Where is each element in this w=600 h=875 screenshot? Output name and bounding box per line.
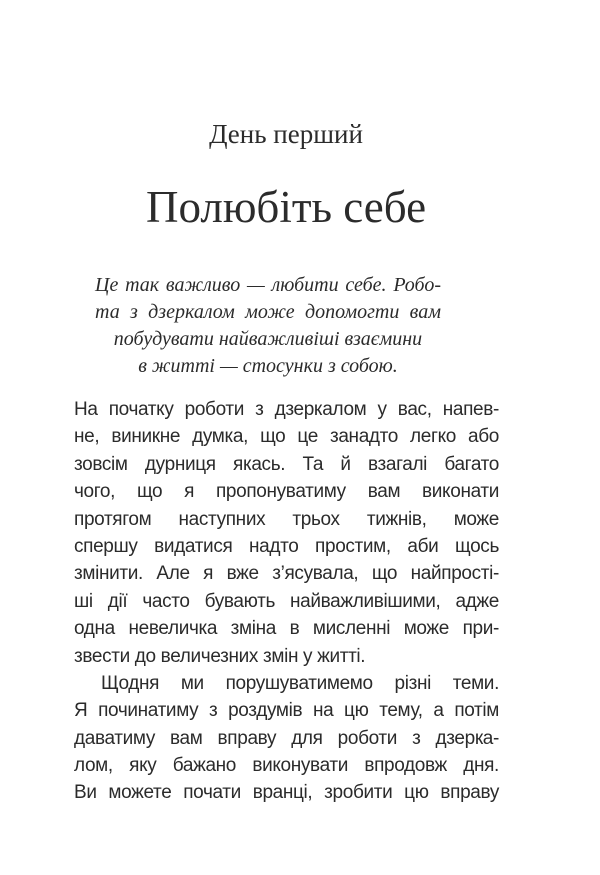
- epigraph-line: побудувати найважливіші взаємини: [113, 328, 423, 350]
- body-line: зовсім дурниця якась. Та й взагалі багато: [74, 453, 499, 475]
- body-line: чого, що я пропонуватиму вам виконати: [74, 481, 499, 503]
- body-line: одна невеличка зміна в мисленні може при-: [74, 618, 499, 640]
- body-line: На початку роботи з дзеркалом у вас, напев-: [74, 399, 499, 420]
- epigraph-line: Це так важливо — любити себе. Робо-: [95, 274, 441, 296]
- body-line: спершу видатися надто простим, аби щось: [74, 535, 499, 557]
- chapter-title: Полюбіть себе: [145, 182, 427, 232]
- body-line: змінити. Але я вже з’ясувала, що найпрості-: [74, 563, 499, 585]
- body-line: Я починатиму з роздумів на цю тему, а потім: [74, 700, 499, 722]
- body-line: протягом наступних трьох тижнів, може: [74, 508, 499, 530]
- body-line: не, виникне думка, що це занадто легко або: [74, 426, 499, 448]
- body-line: Щодня ми порушуватимемо різні теми.: [101, 672, 499, 694]
- chapter-label: День перший: [209, 119, 363, 149]
- body-line: лом, яку бажано виконувати впродовж дня.: [74, 755, 499, 777]
- body-text: [74, 396, 499, 807]
- body-line: даватиму вам вправу для роботи з дзеркa-: [74, 727, 499, 749]
- body-line: Ви можете почати вранці, зробити цю вправу: [74, 782, 499, 804]
- epigraph-line: в житті — стосунки з собою.: [138, 355, 398, 377]
- body-line: звести до величезних змін у житті.: [74, 645, 366, 667]
- epigraph: [95, 272, 441, 380]
- epigraph-line: та з дзеркалом може допомогти вам: [95, 301, 441, 323]
- body-line: ші дії часто бувають найважливішими, адже: [74, 590, 499, 612]
